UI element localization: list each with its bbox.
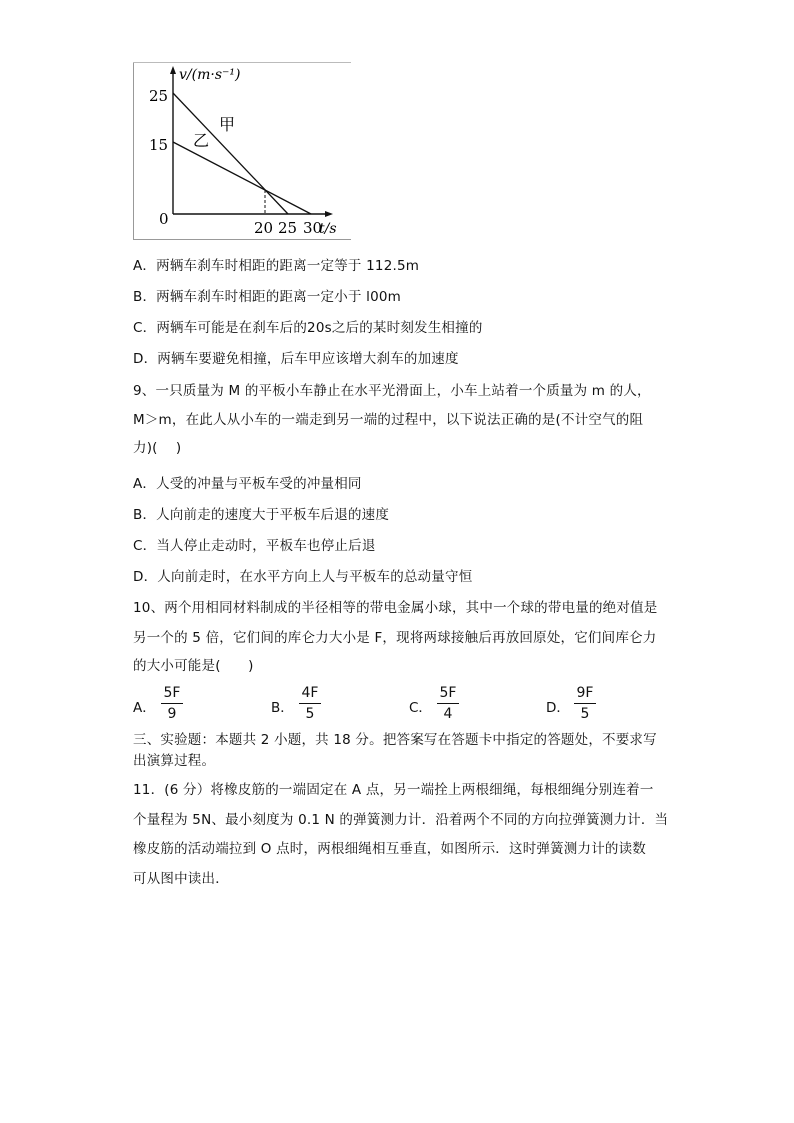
q8-option-c: C．两辆车可能是在刹车后的20s之后的某时刻发生相撞的 (133, 320, 483, 336)
q10-stem-line2: 另一个的 5 倍，它们间的库仑力大小是 F，现将两球接触后再放回原处，它们间库仑力 (133, 630, 657, 646)
label-jia: 甲 (219, 115, 236, 134)
section3-heading-line1: 三、实验题：本题共 2 小题，共 18 分。把答案写在答题卡中指定的答题处，不要求写 (133, 732, 657, 748)
q9-option-c: C．当人停止走动时，平板车也停止后退 (133, 538, 376, 554)
fraction-denominator: 9 (167, 706, 177, 722)
q10-option-d-fraction (574, 684, 596, 723)
q10-option-d (546, 684, 626, 724)
q9-option-b: B．人向前走的速度大于平板车后退的速度 (133, 507, 390, 523)
q9-stem-line2: M＞m，在此人从小车的一端走到另一端的过程中，以下说法正确的是(不计空气的阻 (133, 412, 644, 428)
q11-stem-line3: 橡皮筋的活动端拉到 O 点时，两根细绳相互垂直，如图所示．这时弹簧测力计的读数 (133, 841, 647, 857)
y-axis-label: v/(m·s⁻¹) (179, 67, 241, 83)
q8-option-d: D．两辆车要避免相撞，后车甲应该增大刹车的加速度 (133, 351, 459, 367)
q9-option-a: A．人受的冲量与平板车受的冲量相同 (133, 476, 362, 492)
fraction-denominator: 4 (443, 706, 453, 722)
section3-heading-line2: 出演算过程。 (133, 753, 216, 769)
graph-svg (133, 62, 351, 240)
q10-option-d-letter: D． (546, 700, 570, 716)
fraction-bar (437, 703, 459, 704)
y-axis-arrow (170, 66, 176, 74)
q10-option-a-fraction (161, 684, 183, 723)
fraction-numerator: 5F (163, 685, 181, 701)
y-tick-15: 15 (149, 136, 169, 154)
fraction-numerator: 5F (439, 685, 457, 701)
velocity-time-graph (133, 62, 351, 240)
fraction-denominator: 5 (305, 706, 315, 722)
q10-option-a-letter: A． (133, 700, 156, 716)
q10-option-b-letter: B． (271, 700, 294, 716)
q9-stem-line3: 力)( ) (133, 440, 182, 456)
fraction-bar (161, 703, 183, 704)
q9-stem-line1: 9、一只质量为 M 的平板小车静止在水平光滑面上，小车上站着一个质量为 m 的人， (133, 383, 651, 399)
q8-option-b: B．两辆车刹车时相距的距离一定小于 l00m (133, 289, 402, 305)
q10-option-c-fraction (437, 684, 459, 723)
fraction-numerator: 9F (576, 685, 594, 701)
fraction-bar (299, 703, 321, 704)
y-tick-0: 0 (159, 210, 169, 228)
q10-option-b (271, 684, 351, 724)
q10-option-c-letter: C． (409, 700, 432, 716)
label-yi: 乙 (193, 131, 210, 150)
fraction-bar (574, 703, 596, 704)
x-tick-25: 25 (278, 219, 298, 237)
q11-stem-line1: 11．(6 分）将橡皮筋的一端固定在 A 点，另一端拴上两根细绳，每根细绳分别连着一 (133, 782, 654, 798)
line-jia (173, 93, 288, 214)
x-axis-arrow (325, 211, 333, 217)
q9-option-d: D．人向前走时，在水平方向上人与平板车的总动量守恒 (133, 569, 473, 585)
q11-stem-line4: 可从图中读出． (133, 871, 229, 887)
q10-stem-line1: 10、两个用相同材料制成的半径相等的带电金属小球，其中一个球的带电量的绝对值是 (133, 600, 658, 616)
q10-option-c (409, 684, 489, 724)
q10-option-b-fraction (299, 684, 321, 723)
x-axis-label: t/s (319, 221, 337, 237)
x-tick-20: 20 (254, 219, 274, 237)
q10-option-a (133, 684, 213, 724)
q10-stem-line3: 的大小可能是( ) (133, 658, 254, 674)
y-tick-25: 25 (149, 87, 169, 105)
fraction-denominator: 5 (580, 706, 590, 722)
x-tick-30: 30 (303, 219, 323, 237)
fraction-numerator: 4F (301, 685, 319, 701)
line-yi (173, 142, 311, 214)
q11-stem-line2: 个量程为 5N、最小刻度为 0.1 N 的弹簧测力计．沿着两个不同的方向拉弹簧测力计．当 (133, 812, 669, 828)
q8-option-a: A．两辆车刹车时相距的距离一定等于 112.5m (133, 258, 420, 274)
